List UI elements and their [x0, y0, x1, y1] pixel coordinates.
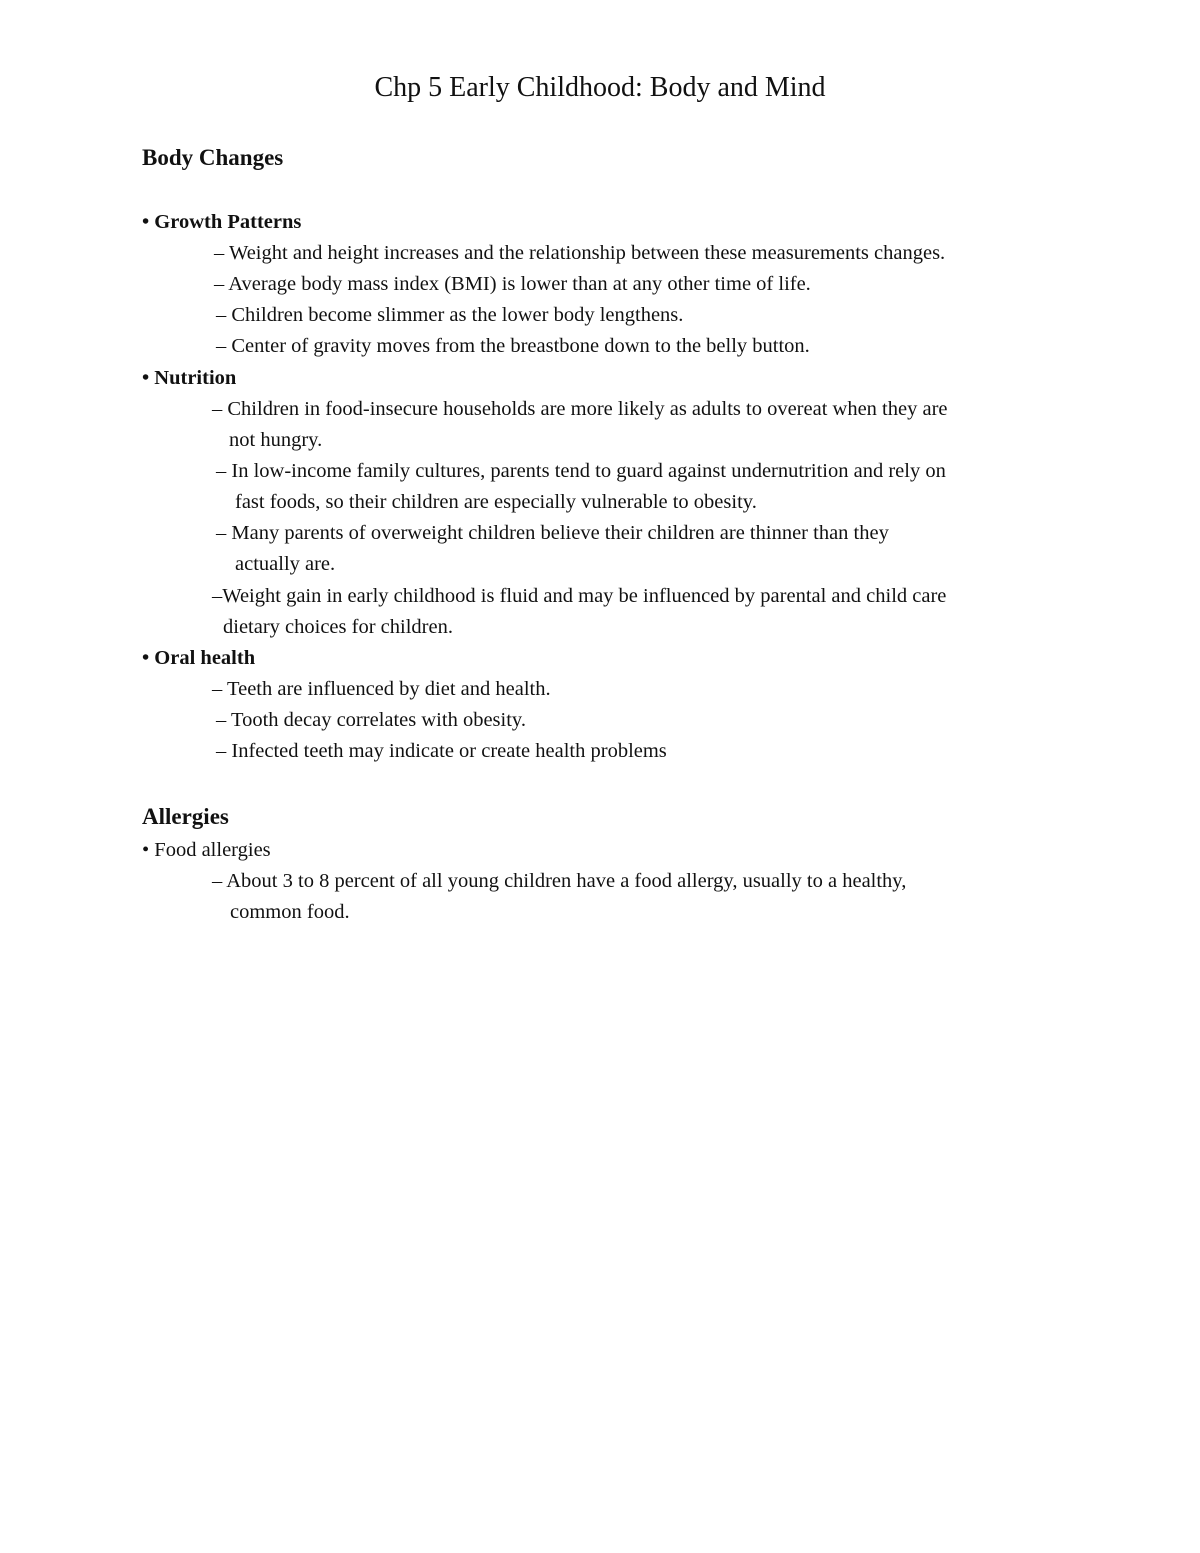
list-item: – In low-income family cultures, parents tend to guard against undernutrition and rely on [216, 460, 946, 482]
list-item: – Infected teeth may indicate or create health problems [216, 740, 667, 762]
list-item-continuation: common food. [230, 901, 350, 923]
list-item: – Average body mass index (BMI) is lower than at any other time of life. [214, 273, 811, 295]
list-item: – Weight and height increases and the relationship between these measurements changes. [214, 242, 946, 264]
bullet-growth-patterns: • Growth Patterns [142, 211, 302, 233]
bullet-food-allergies: • Food allergies [142, 839, 271, 861]
list-item: – Tooth decay correlates with obesity. [216, 709, 526, 731]
list-item: – Many parents of overweight children believe their children are thinner than they [216, 522, 889, 544]
list-item-continuation: not hungry. [229, 429, 323, 451]
document-title: Chp 5 Early Childhood: Body and Mind [374, 72, 826, 103]
list-item-continuation: fast foods, so their children are especially vulnerable to obesity. [235, 491, 757, 513]
list-item: –Weight gain in early childhood is fluid and may be influenced by parental and child care [212, 585, 947, 607]
list-item: – Children in food-insecure households are more likely as adults to overeat when they are [212, 398, 948, 420]
section-heading-body-changes: Body Changes [142, 145, 284, 170]
bullet-oral-health: • Oral health [142, 647, 256, 669]
list-item-continuation: actually are. [235, 553, 336, 575]
list-item: – Children become slimmer as the lower body lengthens. [216, 304, 684, 326]
bullet-nutrition: • Nutrition [142, 367, 237, 389]
list-item: – Teeth are influenced by diet and health. [212, 678, 551, 700]
list-item: – Center of gravity moves from the breastbone down to the belly button. [216, 335, 810, 357]
list-item: – About 3 to 8 percent of all young children have a food allergy, usually to a healthy, [212, 870, 907, 892]
section-heading-allergies: Allergies [142, 804, 229, 829]
list-item-continuation: dietary choices for children. [223, 616, 453, 638]
